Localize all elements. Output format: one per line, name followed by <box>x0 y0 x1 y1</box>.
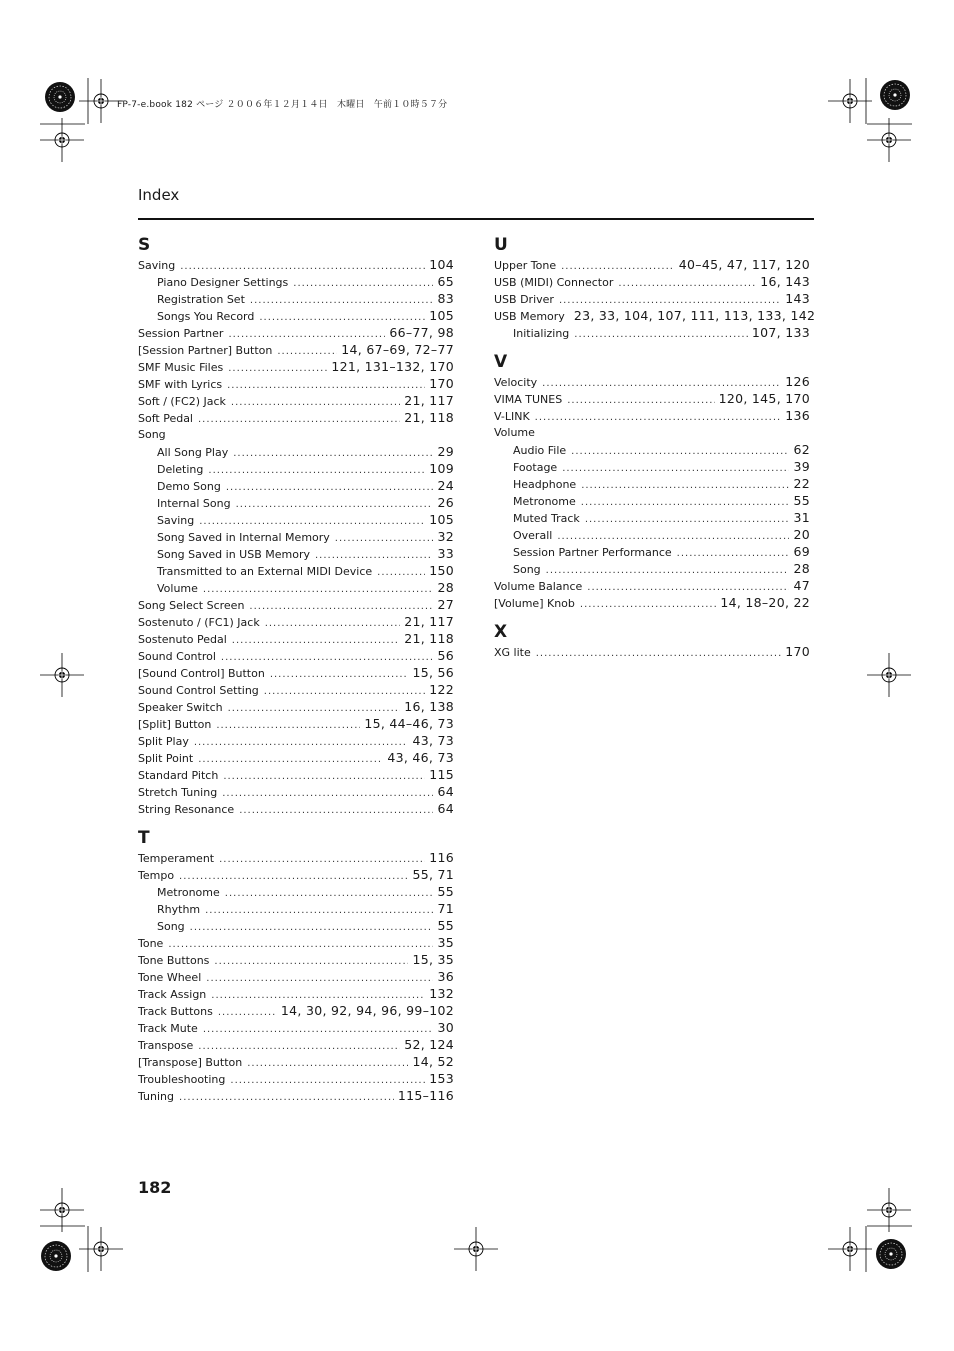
index-pages: 120, 145, 170 <box>718 391 810 406</box>
dot-leader <box>277 343 337 360</box>
index-pages: 115 <box>429 767 454 782</box>
dot-leader <box>206 970 433 987</box>
dot-leader <box>574 326 748 343</box>
index-entry <box>494 407 810 424</box>
index-term: Velocity <box>494 376 538 389</box>
header-rule <box>138 218 814 220</box>
index-entry <box>494 307 816 324</box>
index-pages: 32 <box>437 529 454 544</box>
index-pages: 52, 124 <box>404 1037 454 1052</box>
dot-leader <box>222 785 433 802</box>
index-entry <box>138 1053 454 1070</box>
dot-leader <box>581 494 790 511</box>
index-pages: 126 <box>785 374 810 389</box>
index-entry <box>494 390 810 407</box>
index-term: Split Point <box>138 752 194 765</box>
dot-leader <box>198 751 383 768</box>
index-entry <box>138 630 454 647</box>
index-entry <box>138 968 454 985</box>
page-number: 182 <box>138 1178 172 1197</box>
dot-leader <box>264 683 425 700</box>
index-subentry <box>138 494 454 511</box>
dot-leader <box>199 513 425 530</box>
index-pages: 132 <box>429 986 454 1001</box>
index-entry <box>138 664 454 681</box>
index-pages: 56 <box>437 648 454 663</box>
dot-leader <box>214 953 408 970</box>
index-term: Audio File <box>513 444 567 457</box>
index-subentry <box>494 475 810 492</box>
index-term: Sound Control Setting <box>138 684 259 697</box>
dot-leader <box>223 768 425 785</box>
index-term: [Volume] Knob <box>494 597 575 610</box>
index-entry <box>138 849 454 866</box>
index-entry <box>494 424 810 441</box>
index-term: Saving <box>157 514 195 527</box>
index-pages: 107, 133 <box>751 325 810 340</box>
dot-leader <box>219 851 425 868</box>
index-pages: 104 <box>429 257 454 272</box>
index-pages: 64 <box>437 784 454 799</box>
index-column-left <box>138 232 454 1112</box>
dot-leader <box>216 717 360 734</box>
dot-leader <box>557 528 789 545</box>
index-subentry <box>494 441 810 458</box>
dot-leader <box>546 562 790 579</box>
index-subentry <box>138 477 454 494</box>
dot-leader <box>571 443 789 460</box>
index-pages: 69 <box>793 544 810 559</box>
index-pages: 33 <box>437 546 454 561</box>
index-pages: 55, 71 <box>412 867 454 882</box>
index-term: Rhythm <box>157 903 201 916</box>
dot-leader <box>293 275 433 292</box>
index-pages: 39 <box>793 459 810 474</box>
dot-leader <box>168 936 433 953</box>
dot-leader <box>567 392 714 409</box>
index-term: Internal Song <box>157 497 231 510</box>
dot-leader <box>190 919 434 936</box>
index-pages: 35 <box>437 935 454 950</box>
index-pages: 15, 35 <box>412 952 454 967</box>
index-entry <box>138 866 454 883</box>
index-subentry <box>138 273 454 290</box>
index-term: Sound Control <box>138 650 216 663</box>
index-pages: 66–77, 98 <box>389 325 454 340</box>
index-pages: 71 <box>437 901 454 916</box>
index-term: [Sound Control] Button <box>138 667 265 680</box>
index-term: Piano Designer Settings <box>157 276 289 289</box>
dot-leader <box>208 462 425 479</box>
index-term: XG lite <box>494 646 531 659</box>
index-term: Sostenuto / (FC1) Jack <box>138 616 260 629</box>
dot-leader <box>580 596 716 613</box>
index-group <box>494 619 810 660</box>
index-term: USB Driver <box>494 293 554 306</box>
index-entry <box>138 1002 454 1019</box>
index-pages: 83 <box>437 291 454 306</box>
dot-leader <box>225 885 434 902</box>
index-letter-heading: V <box>494 352 508 372</box>
index-term: Demo Song <box>157 480 221 493</box>
index-pages: 36 <box>437 969 454 984</box>
index-pages: 28 <box>437 580 454 595</box>
index-entry <box>494 290 810 307</box>
index-term: Track Buttons <box>138 1005 213 1018</box>
index-letter-heading: X <box>494 622 508 642</box>
dot-leader <box>377 564 425 581</box>
index-entry <box>138 426 454 443</box>
index-pages: 43, 46, 73 <box>387 750 454 765</box>
index-pages: 21, 118 <box>404 410 454 425</box>
index-pages: 20 <box>793 527 810 542</box>
index-pages: 143 <box>785 291 810 306</box>
index-term: Tempo <box>138 869 175 882</box>
index-entry <box>138 1087 454 1104</box>
index-subentry <box>138 883 454 900</box>
index-entry <box>494 577 810 594</box>
index-pages: 21, 117 <box>404 393 454 408</box>
index-pages: 153 <box>429 1071 454 1086</box>
index-term: Stretch Tuning <box>138 786 218 799</box>
index-entry <box>494 643 810 660</box>
index-term: V-LINK <box>494 410 530 423</box>
dot-leader <box>203 1021 434 1038</box>
index-subentry <box>494 560 810 577</box>
index-entry <box>494 256 810 273</box>
index-pages: 28 <box>793 561 810 576</box>
index-pages: 109 <box>429 461 454 476</box>
index-term: Track Mute <box>138 1022 198 1035</box>
dot-leader <box>236 496 434 513</box>
dot-leader <box>230 1072 425 1089</box>
index-entry <box>138 613 454 630</box>
index-subentry <box>138 290 454 307</box>
index-group <box>138 232 454 817</box>
index-term: String Resonance <box>138 803 235 816</box>
index-pages: 14, 18–20, 22 <box>720 595 810 610</box>
index-entry <box>138 392 454 409</box>
index-pages: 170 <box>785 644 810 659</box>
index-subentry <box>494 543 810 560</box>
dot-leader <box>226 479 434 496</box>
index-term: Deleting <box>157 463 204 476</box>
dot-leader <box>536 645 781 662</box>
index-pages: 23, 33, 104, 107, 111, 113, 133, 142 <box>573 308 816 323</box>
index-pages: 150 <box>429 563 454 578</box>
index-pages: 22 <box>793 476 810 491</box>
index-subentry <box>494 324 810 341</box>
index-pages: 26 <box>437 495 454 510</box>
index-pages: 29 <box>437 444 454 459</box>
dot-leader <box>581 477 789 494</box>
index-term: Song Saved in USB Memory <box>157 548 310 561</box>
index-subentry <box>138 443 454 460</box>
dot-leader <box>194 734 409 751</box>
index-pages: 115–116 <box>397 1088 454 1103</box>
index-pages: 40–45, 47, 117, 120 <box>678 257 810 272</box>
index-term: Transmitted to an External MIDI Device <box>157 565 373 578</box>
index-term: Footage <box>513 461 558 474</box>
index-subentry <box>138 900 454 917</box>
index-pages: 30 <box>437 1020 454 1035</box>
index-pages: 170 <box>429 376 454 391</box>
dot-leader <box>335 530 434 547</box>
index-entry <box>138 951 454 968</box>
index-term: Tone <box>138 937 164 950</box>
index-entry <box>138 324 454 341</box>
dot-leader <box>218 1004 277 1021</box>
index-term: [Transpose] Button <box>138 1056 243 1069</box>
index-term: Session Partner Performance <box>513 546 672 559</box>
index-term: Temperament <box>138 852 215 865</box>
index-pages: 55 <box>793 493 810 508</box>
index-term: SMF with Lyrics <box>138 378 223 391</box>
index-pages: 64 <box>437 801 454 816</box>
index-pages: 136 <box>785 408 810 423</box>
index-entry <box>138 715 454 732</box>
index-term: Tone Wheel <box>138 971 202 984</box>
dot-leader <box>221 649 434 666</box>
index-pages: 62 <box>793 442 810 457</box>
dot-leader <box>677 545 790 562</box>
index-term: Split Play <box>138 735 189 748</box>
dot-leader <box>239 802 433 819</box>
index-subentry <box>138 460 454 477</box>
index-subentry <box>494 509 810 526</box>
dot-leader <box>315 547 434 564</box>
dot-leader <box>179 1089 394 1106</box>
index-group <box>494 349 810 611</box>
index-pages: 14, 67–69, 72–77 <box>341 342 454 357</box>
index-entry <box>494 594 810 611</box>
index-term: Troubleshooting <box>138 1073 226 1086</box>
index-group <box>138 825 454 1104</box>
index-letter-heading: U <box>494 235 508 255</box>
index-term: Standard Pitch <box>138 769 219 782</box>
index-subentry <box>138 579 454 596</box>
index-term: Metronome <box>157 886 220 899</box>
index-term: Song <box>138 428 166 441</box>
dot-leader <box>535 409 782 426</box>
index-term: Saving <box>138 259 176 272</box>
index-term: Session Partner <box>138 327 224 340</box>
index-term: Song Select Screen <box>138 599 245 612</box>
index-pages: 105 <box>429 308 454 323</box>
index-term: Volume <box>494 426 535 439</box>
index-term: Upper Tone <box>494 259 557 272</box>
index-group <box>494 232 816 341</box>
index-pages: 122 <box>429 682 454 697</box>
index-term: Overall <box>513 529 553 542</box>
index-entry <box>138 749 454 766</box>
index-entry <box>494 373 810 390</box>
index-pages: 15, 56 <box>412 665 454 680</box>
index-term: Muted Track <box>513 512 580 525</box>
index-subentry <box>494 458 810 475</box>
index-entry <box>138 1036 454 1053</box>
dot-leader <box>618 275 756 292</box>
index-entry <box>138 800 454 817</box>
index-term: [Split] Button <box>138 718 212 731</box>
index-entry <box>138 1070 454 1087</box>
index-subentry <box>138 528 454 545</box>
index-term: Soft / (FC2) Jack <box>138 395 226 408</box>
index-term: Tuning <box>138 1090 175 1103</box>
index-entry <box>138 783 454 800</box>
index-pages: 21, 117 <box>404 614 454 629</box>
section-title: Index <box>138 186 180 204</box>
index-term: Speaker Switch <box>138 701 223 714</box>
index-letter-heading: S <box>138 235 151 255</box>
index-term: Initializing <box>513 327 570 340</box>
index-entry <box>138 698 454 715</box>
index-entry <box>138 985 454 1002</box>
index-pages: 55 <box>437 884 454 899</box>
index-pages: 21, 118 <box>404 631 454 646</box>
index-subentry <box>494 526 810 543</box>
index-pages: 14, 30, 92, 94, 96, 99–102 <box>280 1003 454 1018</box>
dot-leader <box>247 1055 408 1072</box>
index-entry <box>138 341 454 358</box>
index-letter-heading: T <box>138 828 150 848</box>
dot-leader <box>203 581 434 598</box>
dot-leader <box>198 411 400 428</box>
index-pages: 27 <box>437 597 454 612</box>
index-term: Metronome <box>513 495 576 508</box>
dot-leader <box>265 615 400 632</box>
index-column-right <box>494 232 816 668</box>
index-term: Songs You Record <box>157 310 255 323</box>
index-pages: 55 <box>437 918 454 933</box>
index-term: VIMA TUNES <box>494 393 563 406</box>
index-entry <box>138 681 454 698</box>
index-pages: 24 <box>437 478 454 493</box>
index-term: Sostenuto Pedal <box>138 633 227 646</box>
index-term: Volume <box>157 582 198 595</box>
index-subentry <box>138 917 454 934</box>
index-term: Song <box>157 920 185 933</box>
index-pages: 116 <box>429 850 454 865</box>
index-term: Volume Balance <box>494 580 583 593</box>
index-pages: 47 <box>793 578 810 593</box>
index-pages: 43, 73 <box>412 733 454 748</box>
index-subentry <box>138 511 454 528</box>
index-term: Track Assign <box>138 988 207 1001</box>
index-term: Registration Set <box>157 293 245 306</box>
index-term: Headphone <box>513 478 577 491</box>
dot-leader <box>231 394 400 411</box>
index-subentry <box>494 492 810 509</box>
index-pages: 14, 52 <box>412 1054 454 1069</box>
index-entry <box>138 647 454 664</box>
index-entry <box>138 934 454 951</box>
index-entry <box>138 256 454 273</box>
index-pages: 31 <box>793 510 810 525</box>
index-term: Soft Pedal <box>138 412 193 425</box>
index-pages: 15, 44–46, 73 <box>364 716 454 731</box>
index-entry <box>138 766 454 783</box>
index-term: All Song Play <box>157 446 229 459</box>
index-entry <box>138 732 454 749</box>
dot-leader <box>585 511 790 528</box>
dot-leader <box>233 445 433 462</box>
index-pages: 121, 131–132, 170 <box>331 359 454 374</box>
index-term: USB (MIDI) Connector <box>494 276 614 289</box>
index-pages: 16, 143 <box>760 274 810 289</box>
dot-leader <box>198 1038 400 1055</box>
index-term: Song <box>513 563 541 576</box>
dot-leader <box>250 292 434 309</box>
index-term: Transpose <box>138 1039 194 1052</box>
index-pages: 65 <box>437 274 454 289</box>
index-pages: 105 <box>429 512 454 527</box>
dot-leader <box>179 868 408 885</box>
index-entry <box>494 273 810 290</box>
index-term: Tone Buttons <box>138 954 210 967</box>
dot-leader <box>180 258 425 275</box>
index-subentry <box>138 545 454 562</box>
dot-leader <box>227 377 425 394</box>
book-info: FP-7-e.book 182 ページ ２００６年１２月１４日 木曜日 午前１０時５７分 <box>117 100 448 110</box>
index-entry <box>138 375 454 392</box>
index-entry <box>138 409 454 426</box>
index-term: [Session Partner] Button <box>138 344 273 357</box>
index-entry <box>138 358 454 375</box>
dot-leader <box>232 632 400 649</box>
index-entry <box>138 1019 454 1036</box>
dot-leader <box>270 666 409 683</box>
dot-leader <box>205 902 433 919</box>
index-term: Song Saved in Internal Memory <box>157 531 330 544</box>
index-term: USB Memory <box>494 310 565 323</box>
index-entry <box>138 596 454 613</box>
index-subentry <box>138 562 454 579</box>
index-term: SMF Music Files <box>138 361 224 374</box>
dot-leader <box>562 460 789 477</box>
dot-leader <box>228 360 327 377</box>
dot-leader <box>561 258 675 275</box>
index-pages: 16, 138 <box>404 699 454 714</box>
index-subentry <box>138 307 454 324</box>
